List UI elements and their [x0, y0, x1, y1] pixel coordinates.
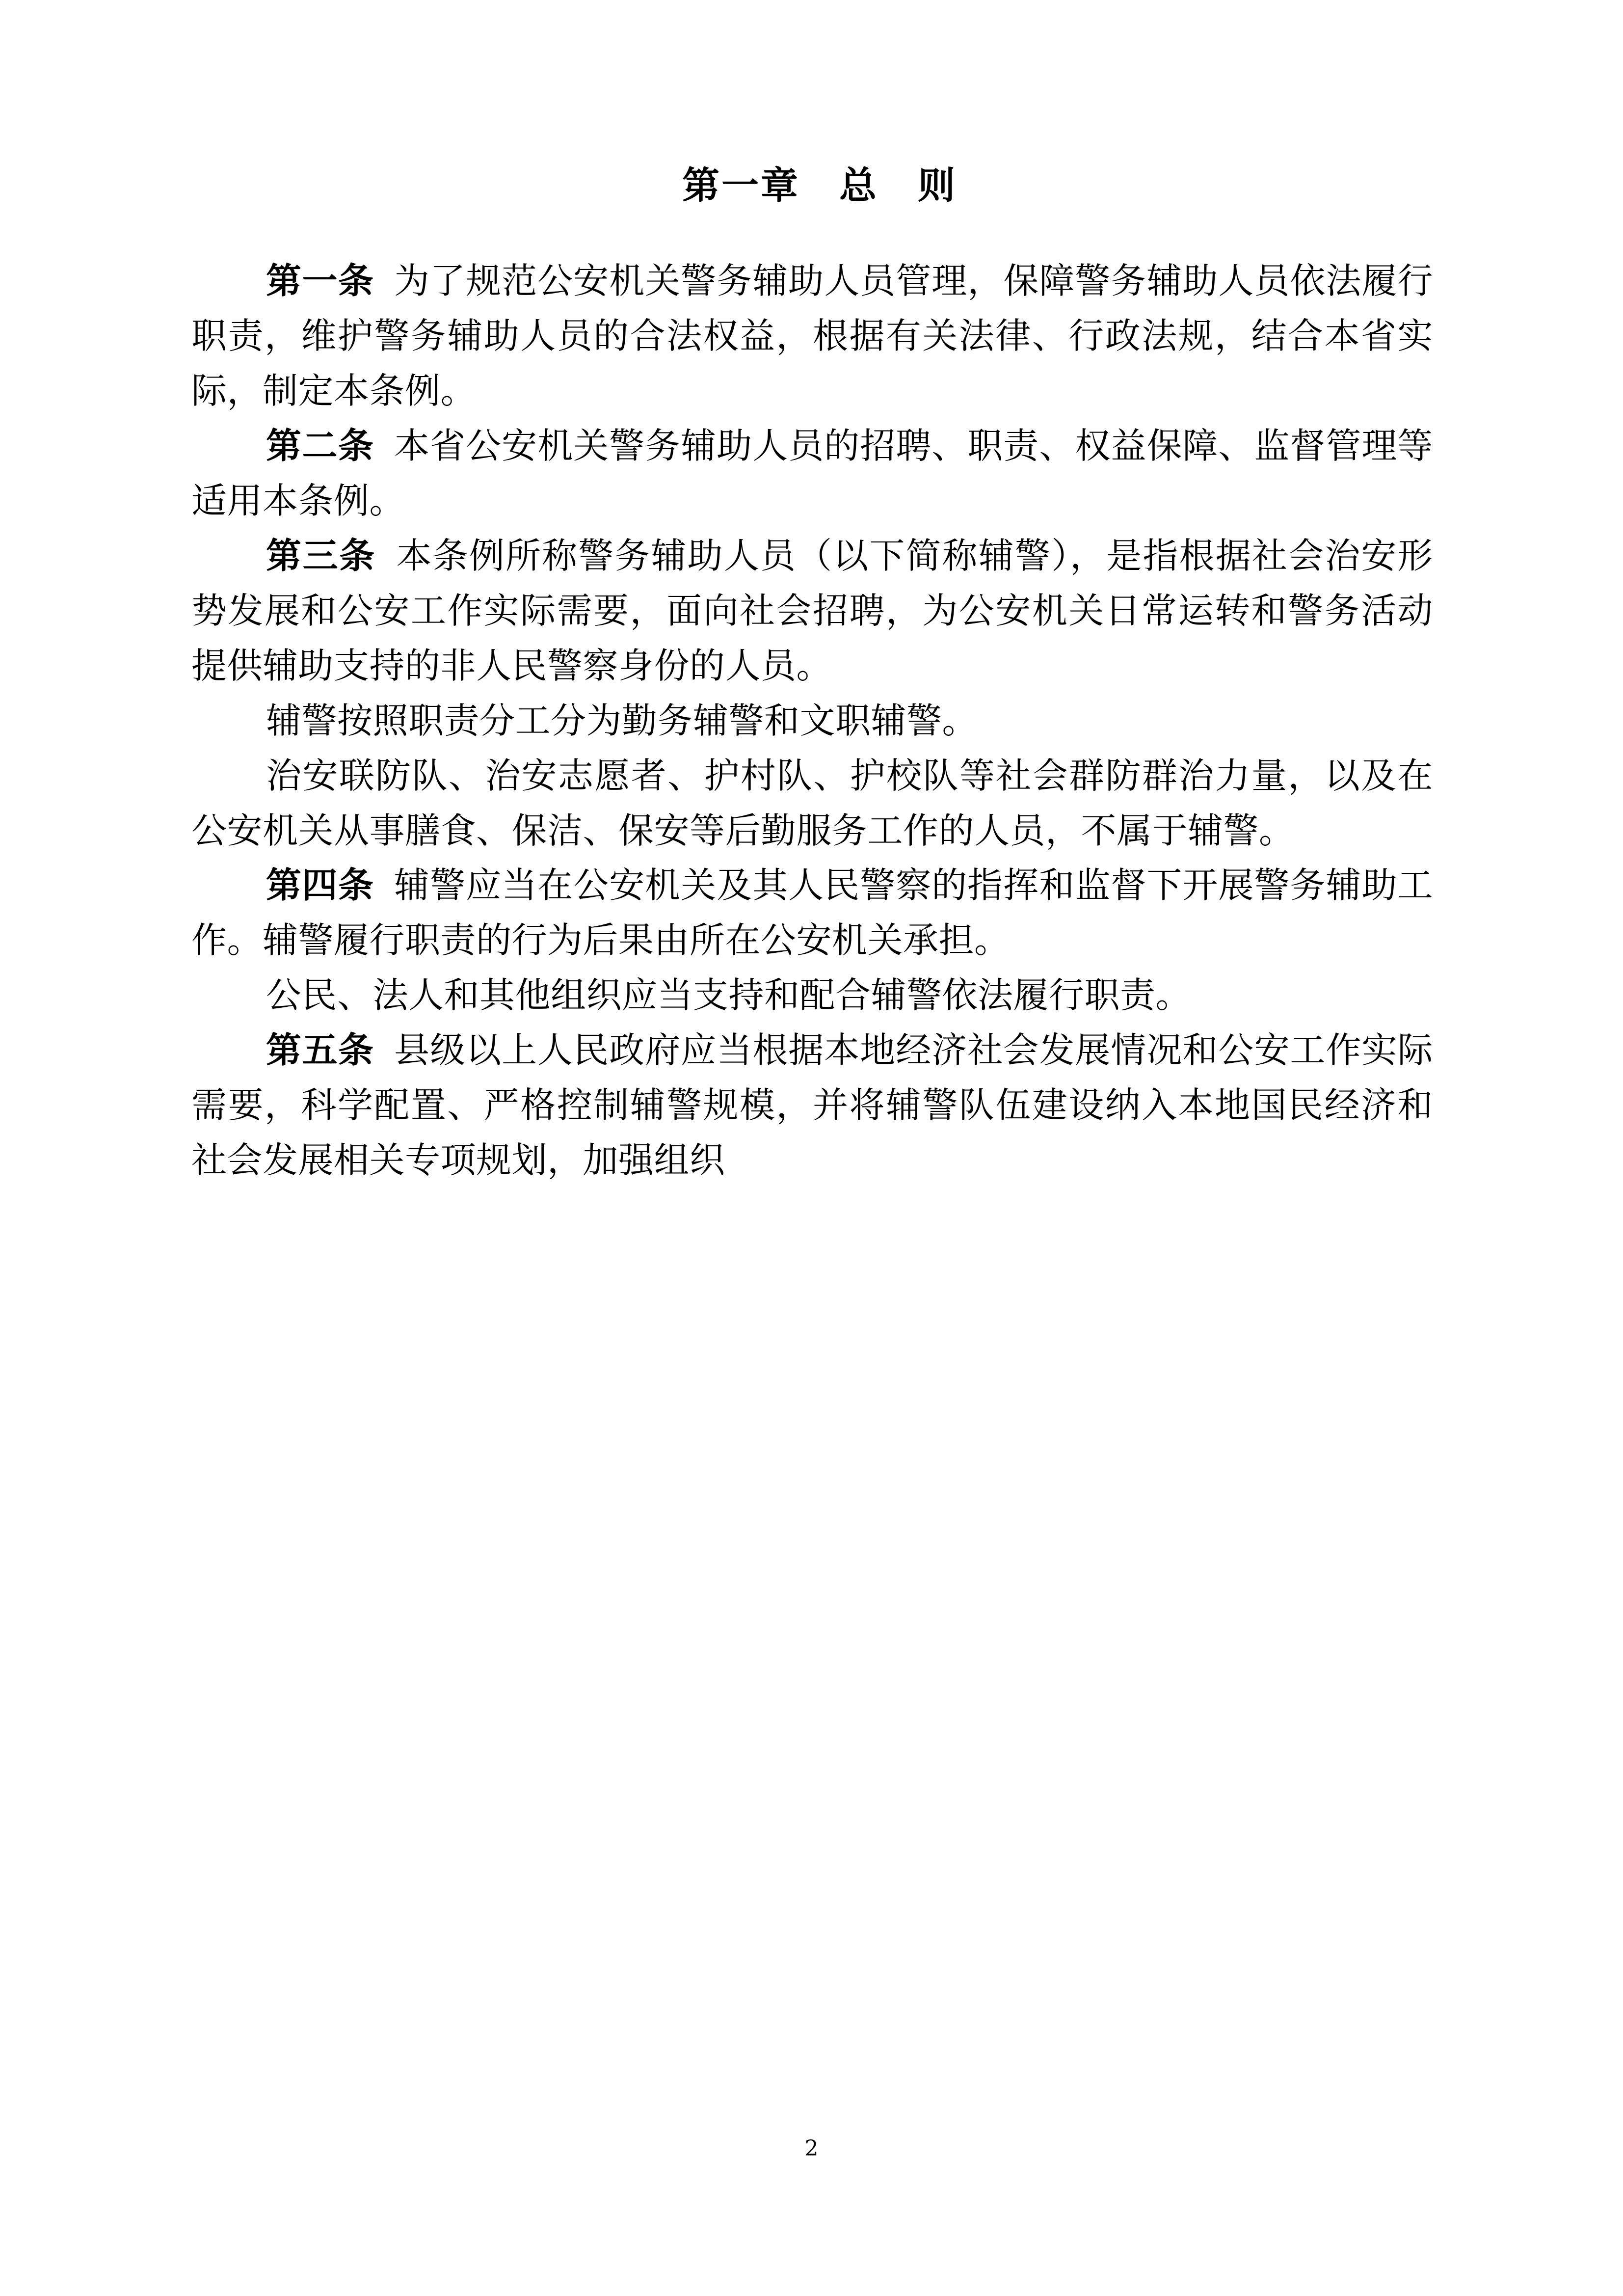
paragraph-article-2 [191, 419, 1433, 529]
article-body-4: 辅警应当在公安机关及其人民警察的指挥和监督下开展警务辅助工作。辅警履行职责的行为后果由所在公安机关承担。 [191, 864, 1433, 961]
article-body-3: 本条例所称警务辅助人员（以下简称辅警），是指根据社会治安形势发展和公安工作实际需要，面向社会招聘，为公安机关日常运转和警务活动提供辅助支持的非人民警察身份的人员。 [191, 535, 1433, 686]
article-body-3-sub-1: 辅警按照职责分工分为勤务辅警和文职辅警。 [266, 700, 978, 741]
paragraph-article-5 [191, 1023, 1433, 1188]
page-content [191, 162, 1433, 1188]
article-body-3-sub-2: 治安联防队、治安志愿者、护村队、护校队等社会群防群治力量，以及在公安机关从事膳食、保洁、保安等后勤服务工作的人员，不属于辅警。 [191, 755, 1433, 851]
paragraph-article-1 [191, 254, 1433, 419]
article-label-4: 第四条 [266, 864, 374, 906]
page-number: 2 [804, 2136, 819, 2161]
paragraph-article-3-sub-2 [191, 749, 1433, 859]
article-body-5: 县级以上人民政府应当根据本地经济社会发展情况和公安工作实际需要，科学配置、严格控制辅警规模，并将辅警队伍建设纳入本地国民经济和社会发展相关专项规划，加强组织 [191, 1029, 1433, 1181]
article-label-2: 第二条 [266, 425, 374, 466]
article-label-3: 第三条 [266, 535, 376, 576]
article-body-2: 本省公安机关警务辅助人员的招聘、职责、权益保障、监督管理等适用本条例。 [191, 425, 1433, 521]
article-label-1: 第一条 [266, 260, 374, 301]
article-label-5: 第五条 [266, 1029, 374, 1071]
paragraph-article-3 [191, 529, 1433, 694]
chapter-title: 第一章 总 则 [682, 163, 957, 207]
article-body-4-sub-1: 公民、法人和其他组织应当支持和配合辅警依法履行职责。 [266, 974, 1192, 1016]
article-body-1: 为了规范公安机关警务辅助人员管理，保障警务辅助人员依法履行职责，维护警务辅助人员的合法权益，根据有关法律、行政法规，结合本省实际，制定本条例。 [191, 260, 1433, 411]
paragraph-article-4 [191, 858, 1433, 968]
paragraph-article-3-sub-1 [191, 694, 1433, 749]
paragraph-article-4-sub-1 [191, 968, 1433, 1023]
